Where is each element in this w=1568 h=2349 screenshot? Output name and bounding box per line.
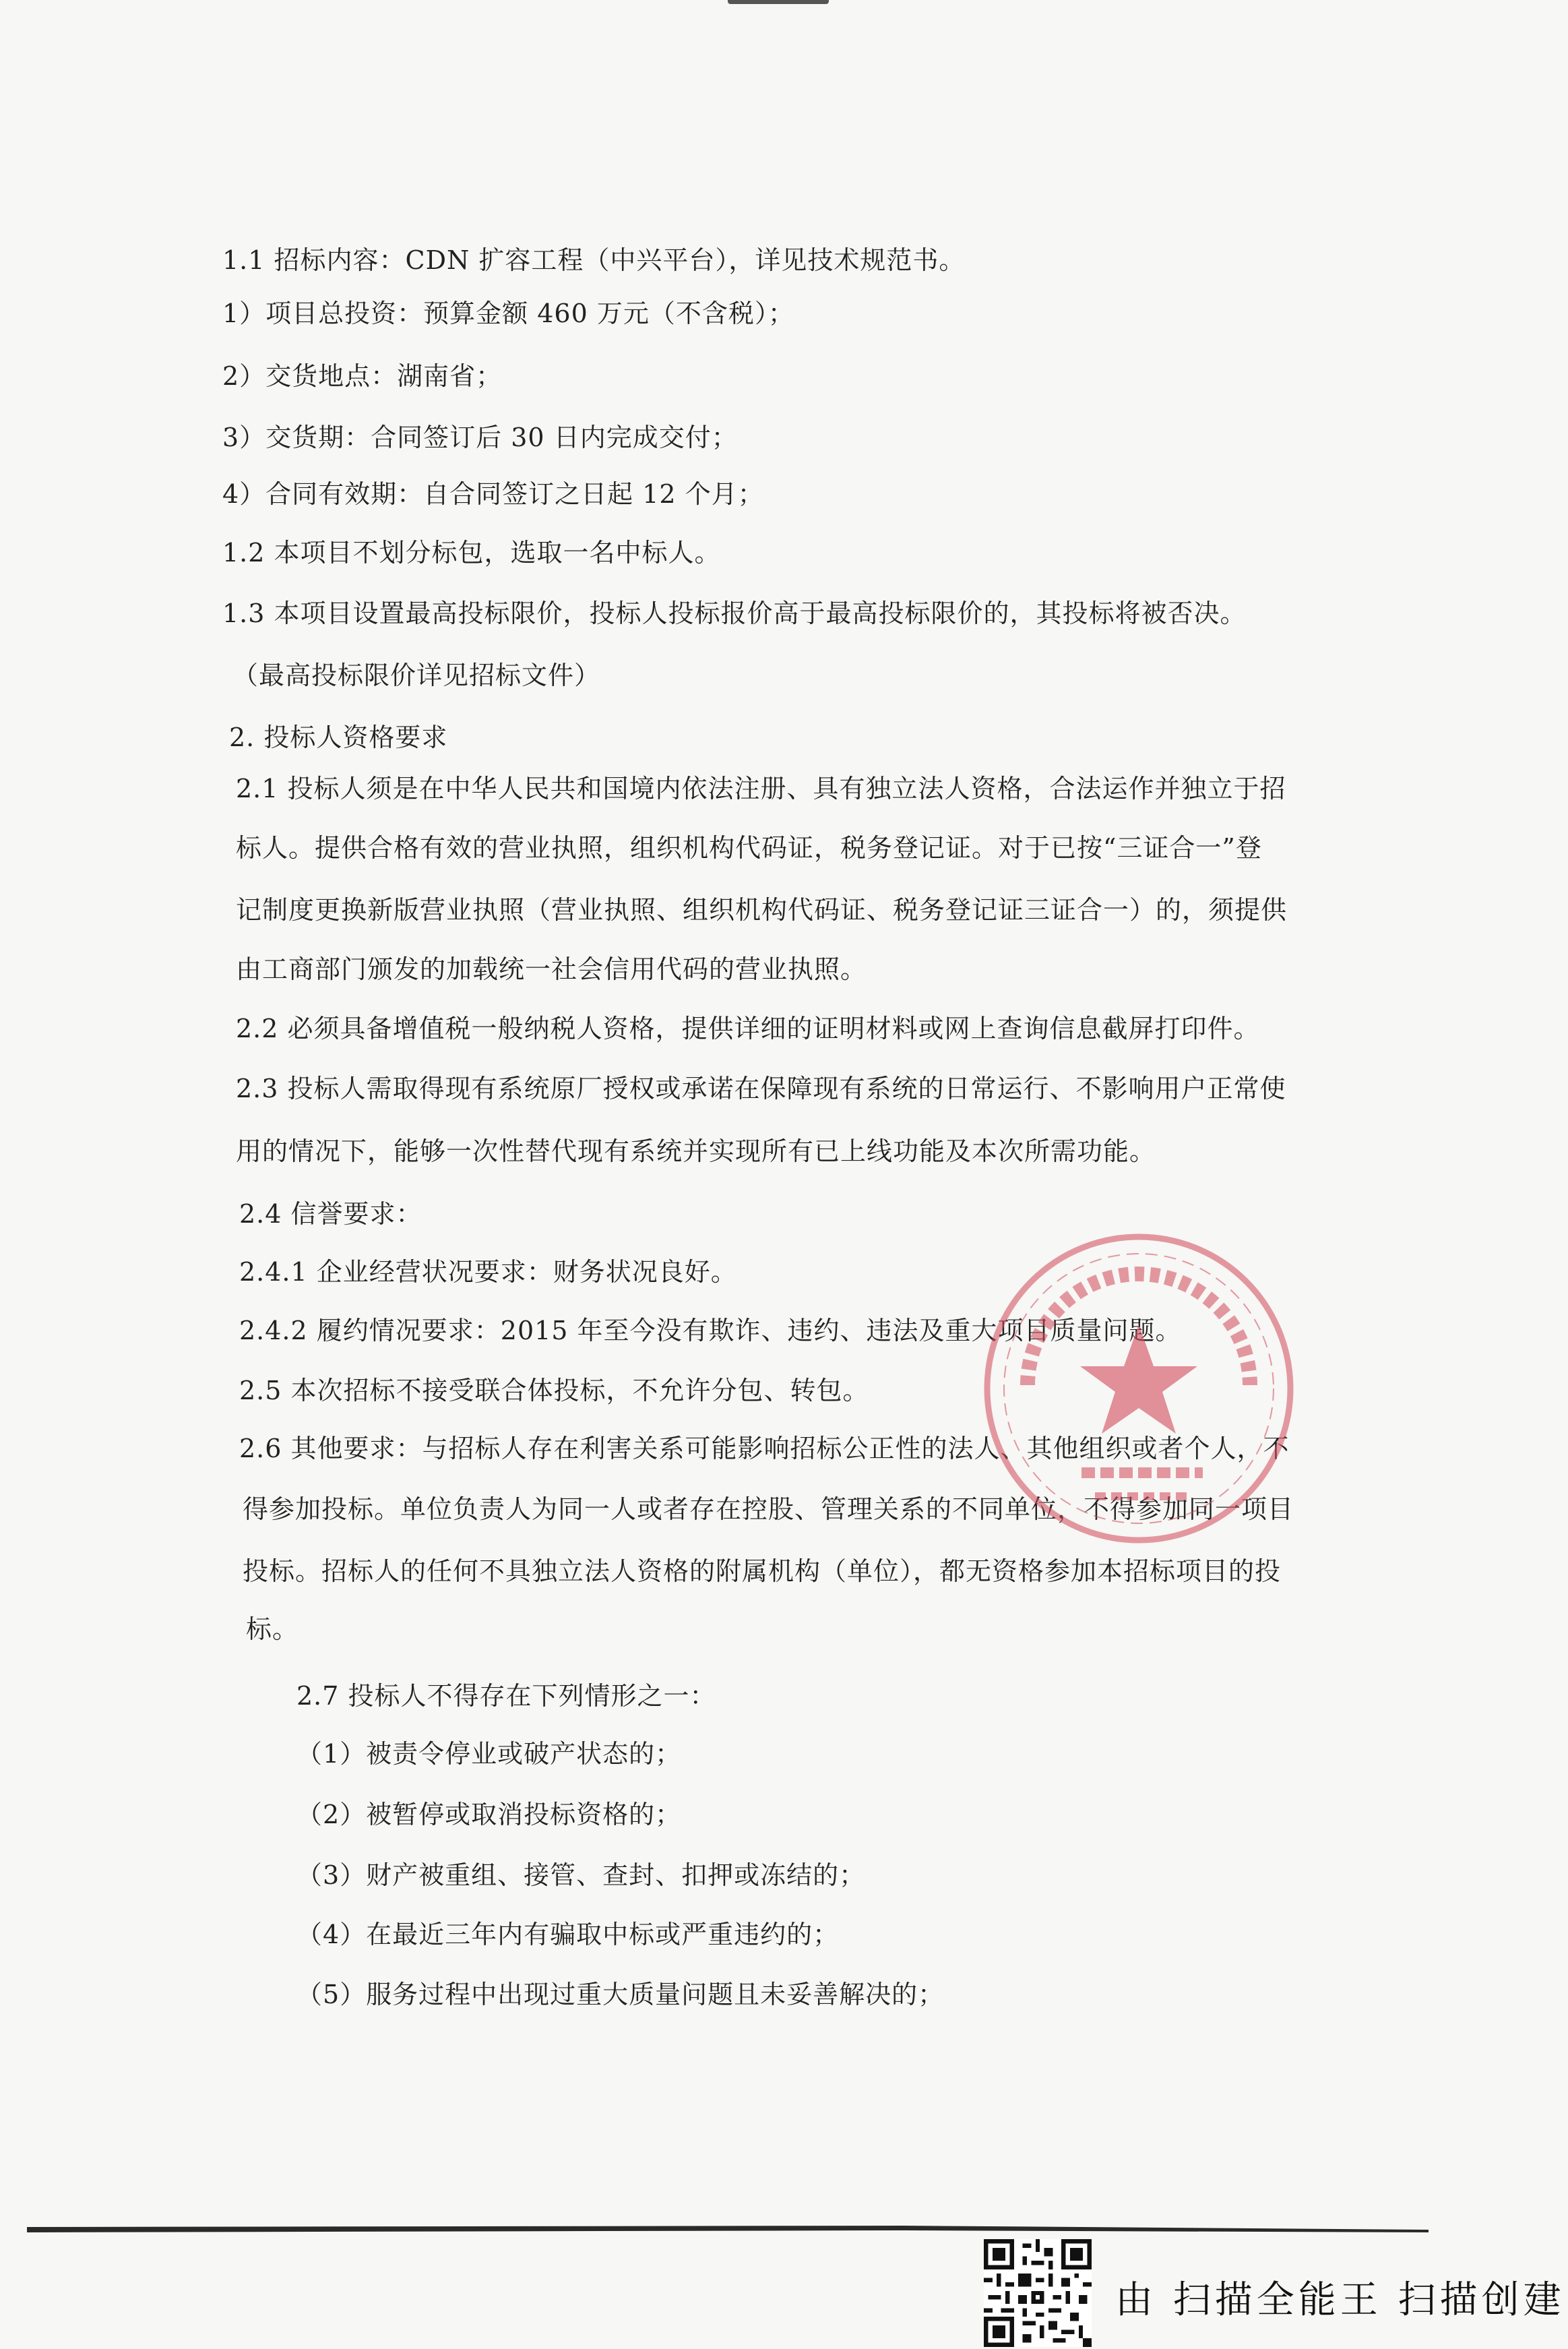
section-heading: 2. 投标人资格要求 [229, 723, 448, 752]
text-line: 2.4 信誉要求： [239, 1199, 422, 1229]
text-line: （最高投标限价详见招标文件） [232, 661, 601, 690]
scan-bottom-edge [27, 2224, 1429, 2234]
text-line: 投标。招标人的任何不具独立法人资格的附属机构（单位），都无资格参加本招标项目的投 [243, 1556, 1282, 1586]
text-line: 由工商部门颁发的加载统一社会信用代码的营业执照。 [236, 954, 867, 984]
text-line: 标人。提供合格有效的营业执照，组织机构代码证，税务登记证。对于已按“三证合一”登 [236, 833, 1262, 863]
text-line: 2.5 本次招标不接受联合体投标，不允许分包、转包。 [239, 1376, 869, 1405]
seal-star-icon [1080, 1324, 1197, 1434]
text-line: 2.6 其他要求：与招标人存在利害关系可能影响招标公正性的法人、其他组织或者个人，不 [239, 1434, 1290, 1463]
text-line: 2.1 投标人须是在中华人民共和国境内依法注册、具有独立法人资格，合法运作并独立于招 [236, 774, 1286, 803]
text-line: 2.7 投标人不得存在下列情形之一： [296, 1681, 716, 1711]
text-line: 标。 [246, 1614, 299, 1644]
text-line: 2.4.2 履约情况要求：2015 年至今没有欺诈、违约、违法及重大项目质量问题。 [239, 1316, 1182, 1345]
text-line: 2.2 必须具备增值税一般纳税人资格，提供详细的证明材料或网上查询信息截屏打印件。 [236, 1014, 1260, 1043]
scan-edge-mark [728, 0, 829, 4]
scanner-watermark-text: 由 扫描全能王 扫描创建 [1115, 2278, 1565, 2322]
text-line: 用的情况下，能够一次性替代现有系统并实现所有已上线功能及本次所需功能。 [236, 1136, 1156, 1166]
text-line: 2）交货地点：湖南省； [222, 361, 503, 391]
text-line: 得参加投标。单位负责人为同一人或者存在控股、管理关系的不同单位，不得参加同一项目 [243, 1494, 1294, 1524]
list-item: （5）服务过程中出现过重大质量问题且未妥善解决的； [296, 1980, 945, 2009]
text-line: 1）项目总投资：预算金额 460 万元（不含税）； [222, 299, 794, 328]
list-item: （2）被暂停或取消投标资格的； [296, 1800, 682, 1829]
qr-code-icon [984, 2239, 1092, 2347]
official-seal-stamp [980, 1230, 1297, 1547]
text-line: 3）交货期：合同签订后 30 日内完成交付； [222, 423, 738, 452]
list-item: （1）被责令停业或破产状态的； [296, 1739, 682, 1769]
list-item: （3）财产被重组、接管、查封、扣押或冻结的； [296, 1860, 866, 1890]
text-line: 4）合同有效期：自合同签订之日起 12 个月； [222, 479, 764, 509]
text-line: 1.3 本项目设置最高投标限价，投标人投标报价高于最高投标限价的，其投标将被否决。 [222, 599, 1247, 628]
list-item: （4）在最近三年内有骗取中标或严重违约的； [296, 1920, 840, 1949]
text-line: 记制度更换新版营业执照（营业执照、组织机构代码证、税务登记证三证合一）的，须提供 [236, 895, 1288, 925]
text-line: 1.1 招标内容：CDN 扩容工程（中兴平台），详见技术规范书。 [222, 245, 966, 275]
text-line: 1.2 本项目不划分标包，选取一名中标人。 [222, 538, 721, 568]
text-line: 2.3 投标人需取得现有系统原厂授权或承诺在保障现有系统的日常运行、不影响用户正常使 [236, 1074, 1286, 1103]
text-line: 2.4.1 企业经营状况要求：财务状况良好。 [239, 1257, 737, 1287]
